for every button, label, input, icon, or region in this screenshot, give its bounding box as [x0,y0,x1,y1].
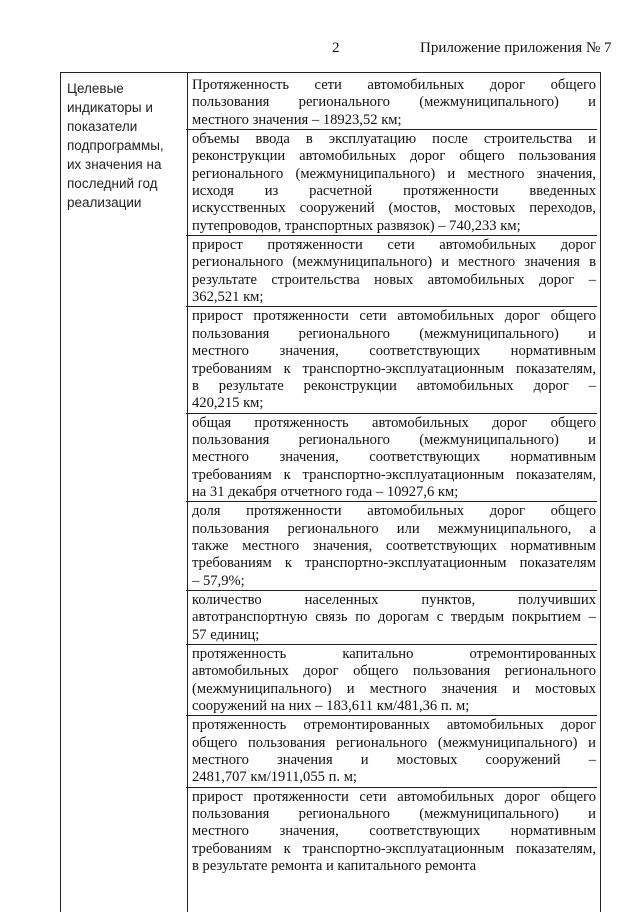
indicator-item [192,789,596,876]
indicator-line: автотранспортную связь по дорогам с твердым покрытием – [192,609,596,626]
indicator-line: также местного значения, соответствующих нормативным [192,537,596,554]
row-label-line: их значения на [67,157,162,172]
indicator-line: (межмуниципального) и местного значения и мостовых [192,680,596,697]
indicator-line: пользования регионального (межмуниципального) и [192,431,596,448]
indicator-item [192,503,596,590]
indicator-line: объемы ввода в эксплуатацию после строительства и [192,131,596,148]
indicator-item [192,415,596,502]
indicator-line: реконструкции автомобильных дорог общего пользования [192,148,596,165]
indicator-line: требованиям к транспортно-эксплуатационным показателям, [192,466,596,483]
indicator-line: пользования регионального или межмуниципального, а [192,520,596,537]
row-label-line: Целевые [67,81,124,96]
indicator-item [192,717,596,786]
indicator-list [192,77,596,875]
row-label-line: реализации [67,195,142,210]
indicator-line: прирост протяженности сети автомобильных дорог общего [192,308,596,325]
indicator-table [60,72,601,912]
indicator-line: Протяженность сети автомобильных дорог общего [192,77,596,93]
indicator-line: прирост протяженности сети автомобильных дорог общего [192,788,596,805]
indicator-line: пользования регионального (межмуниципального) и [192,94,596,111]
indicator-line: 57 единиц; [192,626,260,643]
indicator-line: местного значения – 18923,52 км; [192,111,402,128]
indicator-item [192,131,596,235]
indicator-line: 2481,707 км/1911,055 п. м; [192,769,357,786]
indicator-line: пользования регионального (межмуниципального) и [192,325,596,342]
indicator-line: общего пользования регионального (межмуниципального) и [192,734,596,751]
indicator-line: протяженность отремонтированных автомобильных дорог [192,717,596,734]
indicator-line: на 31 декабря отчетного года – 10927,6 км; [192,483,459,500]
indicator-item [192,77,596,129]
indicator-line: общая протяженность автомобильных дорог общего [192,414,596,431]
indicator-line: количество населенных пунктов, получивших [192,591,596,608]
row-label [67,79,179,212]
row-label-line: индикаторы и [67,100,153,115]
indicator-item [192,646,596,715]
indicator-line: протяженность капитально отремонтированных [192,646,596,662]
indicator-line: автомобильных дорог общего пользования регионального [192,663,596,680]
indicator-line: местного значения, соответствующих нормативным [192,449,596,466]
indicator-line: пользования регионального (межмуниципального) и [192,806,596,823]
indicator-line: требованиям к транспортно-эксплуатационным показателям [192,555,596,572]
row-label-line: последний год [67,176,158,191]
indicator-line: сооружений на них – 183,611 км/481,36 п. м; [192,698,470,715]
indicator-line: 362,521 км; [192,289,264,306]
indicator-item [192,237,596,306]
indicator-line: требованиям к транспортно-эксплуатационным показателям, [192,360,596,377]
indicator-line: искусственных сооружений (мостов, мостовых переходов, [192,200,596,217]
indicator-line: местного значения, соответствующих нормативным [192,343,596,360]
indicator-line: в результате ремонта и капитального ремонта [192,858,477,875]
indicator-line: – 57,9%; [192,572,245,589]
indicator-line: доля протяженности автомобильных дорог общего [192,503,596,520]
indicator-line: исходя из расчетной протяженности введенных [192,183,596,200]
indicator-line: результате строительства новых автомобильных дорог – [192,271,596,288]
row-label-line: подпрограммы, [67,138,164,153]
indicator-line: 420,215 км; [192,395,264,412]
appendix-heading: Приложение приложения № 7 [420,40,612,56]
indicator-line: регионального (межмуниципального) и местного значения, [192,165,596,182]
indicator-item [192,592,596,644]
indicator-line: прирост протяженности сети автомобильных дорог [192,237,596,254]
indicator-item [192,308,596,412]
indicator-line: путепроводов, транспортных развязок) – 740,233 км; [192,217,521,234]
page-number: 2 [332,40,340,56]
indicator-line: местного значения и мостовых сооружений – [192,752,596,769]
indicator-line: регионального (межмуниципального) и местного значения в [192,254,596,271]
indicator-line: требованиям к транспортно-эксплуатационным показателям, [192,840,596,857]
indicator-line: в результате реконструкции автомобильных дорог – [192,377,596,394]
indicator-line: местного значения, соответствующих нормативным [192,823,596,840]
row-label-line: показатели [67,119,138,134]
